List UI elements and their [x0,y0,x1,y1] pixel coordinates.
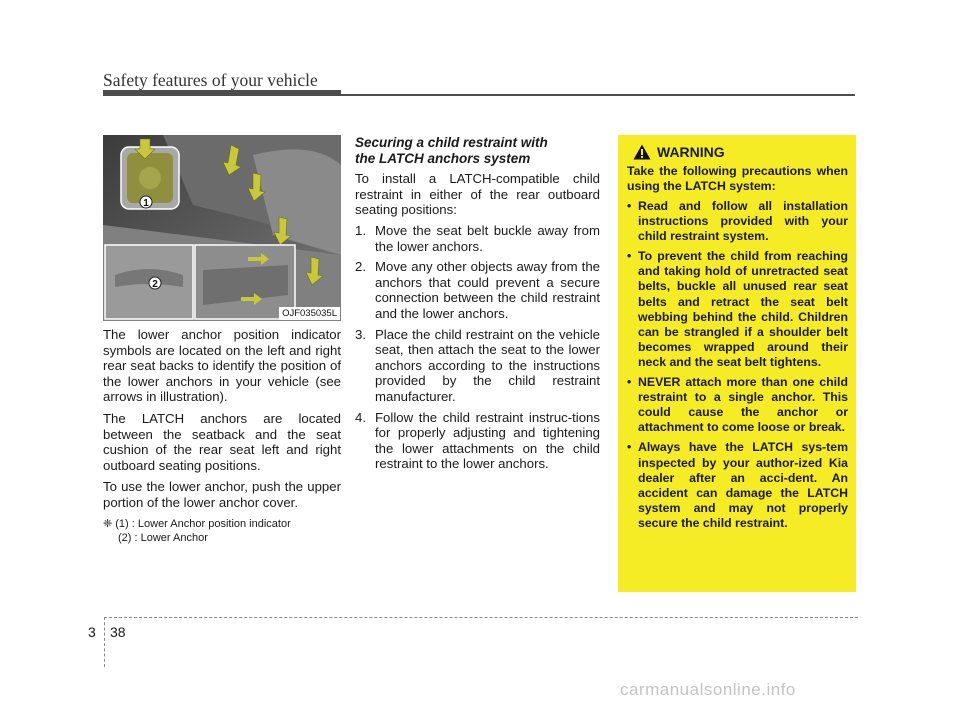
footer-horizontal-rule [104,617,858,618]
watermark: carmanualsonline.info [620,680,796,699]
step-item [355,410,600,472]
callout-2: 2 [152,279,158,290]
paragraph-indicator-symbols: The lower anchor position indicator symbols are located on the left and right rear seat backs to identify the position of the lower anchors in your vehicle (see arrows in illustration). [103,327,341,405]
page-section-number: 3 [88,624,96,640]
step-number: 4. [355,409,366,425]
step-text: Move the seat belt buckle away from the lower anchors. [375,222,600,254]
warning-item: • To prevent the child from reaching and taking hold of unretracted seat belts, buckle all unused rear seat belts and retract the seat belt webbing behind the child. Children can be strangled if a shoulder belt becomes wrapped around their neck and the seat belt tightens. [627,249,848,370]
step-number: 3. [355,326,366,342]
section-heading [355,135,600,166]
step-text: Follow the child restraint instruc-tions for properly adjusting and tightening the lower attachments on the child restraint to the lower anchors. [375,409,600,472]
step-number: 1. [355,222,366,238]
warning-list [627,199,848,531]
header-rule-thin [341,94,855,96]
warning-triangle-icon [633,144,651,160]
figure-code: OJF035035L [279,307,340,320]
warning-box [618,135,856,592]
note-line-1: ❈ (1) : Lower Anchor position indicator [103,517,291,530]
section-heading-line-1: Securing a child restraint with [355,135,548,150]
header-title: Safety features of your vehicle [103,70,318,90]
warning-header [633,144,848,160]
warning-item: • NEVER attach more than one child restraint to a single anchor. This could cause the anchor or attachment to come loose or break. [627,375,848,435]
warning-title: WARNING [657,144,725,160]
step-text: Place the child restraint on the vehicle seat, then attach the seat to the lower anchors according to the instructions provided by the child restraint manufacturer. [375,326,600,404]
seat-illustration-graphic [103,135,341,321]
step-text: Move any other objects away from the anchors that could prevent a secure connection between the child restraint and the lower anchors. [375,259,600,321]
step-item [355,327,600,405]
callout-1: 1 [143,198,149,209]
section-heading-line-2: the LATCH anchors system [355,150,531,166]
warning-item: • Always have the LATCH sys-tem inspected by your author-ized Kia dealer after an acci-dent. An accident can damage the LATCH system and may not properly secure the child restraint. [627,440,848,531]
header-rule-thick [103,90,341,96]
left-column [103,327,341,545]
seat-anchor-illustration [103,135,341,321]
warning-item: • Read and follow all installation instructions provided with your child restraint system. [627,199,848,244]
paragraph-anchor-cover: To use the lower anchor, push the upper portion of the lower anchor cover. [103,479,341,510]
figure-note [103,517,341,545]
step-item [355,259,600,321]
footer-vertical-rule [104,617,105,667]
installation-steps [355,223,600,472]
step-number: 2. [355,259,366,275]
step-item [355,223,600,254]
paragraph-anchor-location: The LATCH anchors are located between the seatback and the seat cushion of the rear seat left and right outboard seating positions. [103,410,341,473]
note-line-2: (2) : Lower Anchor [118,531,208,544]
section-intro: To install a LATCH-compatible child restraint in either of the rear outboard seating positions: [355,171,600,218]
warning-intro: Take the following precautions when using the LATCH system: [627,164,848,193]
middle-column [355,135,600,477]
page-number: 38 [110,624,126,640]
